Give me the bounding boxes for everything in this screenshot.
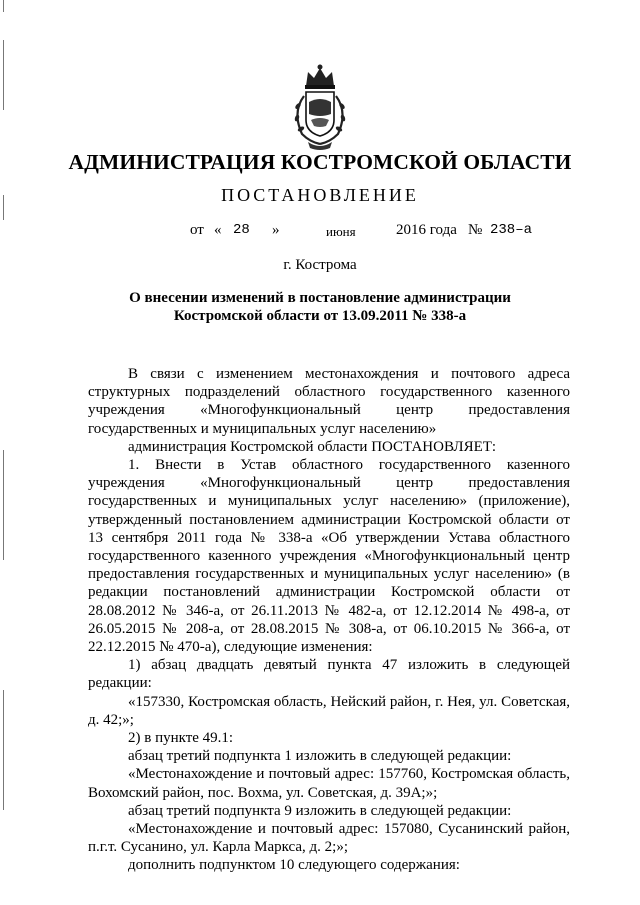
body-paragraph: 2) в пункте 49.1: — [128, 730, 234, 747]
scan-edge-mark — [3, 0, 4, 12]
body-paragraph: 1. Внести в Устав областного государственного казенного учреждения «Многофункциональный центр предоставления государственных и муниципальных услуг населению» (приложение), утвержденный постановлением администрации Костромской области от 13 сентября 2011 года № 338-а «Об утверждении Устава областного государственного казенного учреждения «Многофункциональный центр предоставления государственных и муниципальных услуг населению» (в редакции постановлений администрации Костромской области от 28.08.2012 № 346-а, от 26.11.2013 № 482-а, от 12.12.2014 № 498-а, от 26.05.2015 № 208-а, от 28.08.2015 № 308-а, от 06.10.2015 № 366-а, от 22.12.2015 № 470-а), следующие изменения: — [88, 457, 570, 656]
date-month: июня — [326, 224, 356, 239]
date-prefix: от — [190, 222, 204, 238]
document-number: 238–а — [490, 222, 533, 238]
date-year: 2016 года — [396, 222, 457, 238]
body-paragraph: «157330, Костромская область, Нейский район, г. Нея, ул. Советская, д. 42;»; — [88, 693, 570, 728]
document-title-line: Костромской области от 13.09.2011 № 338-а — [173, 308, 467, 324]
scan-edge-mark — [3, 690, 4, 810]
document-title-line: О внесении изменений в постановление администрации — [129, 290, 511, 306]
date-day: 28 — [233, 222, 250, 238]
coat-of-arms-emblem — [286, 62, 354, 152]
body-paragraph: администрация Костромской области ПОСТАНОВЛЯЕТ: — [128, 438, 497, 455]
body-paragraph: В связи с изменением местонахождения и почтового адреса структурных подразделений областного государственного казенного учреждения «Многофункциональный центр предоставления государственных и муниципальных услуг населению» — [88, 366, 570, 437]
scan-edge-mark — [3, 40, 4, 110]
body-paragraph: дополнить подпунктом 10 следующего содержания: — [128, 857, 460, 874]
body-paragraph: абзац третий подпункта 1 изложить в следующей редакции: — [128, 748, 512, 765]
scan-edge-mark — [3, 450, 4, 560]
body-paragraph: абзац третий подпункта 9 изложить в следующей редакции: — [128, 802, 512, 819]
city: г. Кострома — [283, 257, 357, 273]
organization-name: АДМИНИСТРАЦИЯ КОСТРОМСКОЙ ОБЛАСТИ — [68, 150, 572, 174]
document-type: ПОСТАНОВЛЕНИЕ — [221, 185, 419, 205]
date-quote-open: « — [214, 222, 222, 238]
body-paragraph: 1) абзац двадцать девятый пункта 47 изложить в следующей редакции: — [88, 657, 570, 692]
document-body — [88, 365, 570, 875]
document-title — [0, 289, 640, 325]
body-paragraph: «Местонахождение и почтовый адрес: 157760, Костромская область, Вохомский район, пос. Вохма, ул. Советская, д. 39А;»; — [88, 766, 570, 801]
body-paragraph: «Местонахождение и почтовый адрес: 157080, Сусанинский район, п.г.т. Сусанино, ул. Карла Маркса, д. 2;»; — [88, 821, 570, 856]
date-quote-close: » — [272, 222, 280, 238]
number-sign: № — [468, 222, 483, 238]
